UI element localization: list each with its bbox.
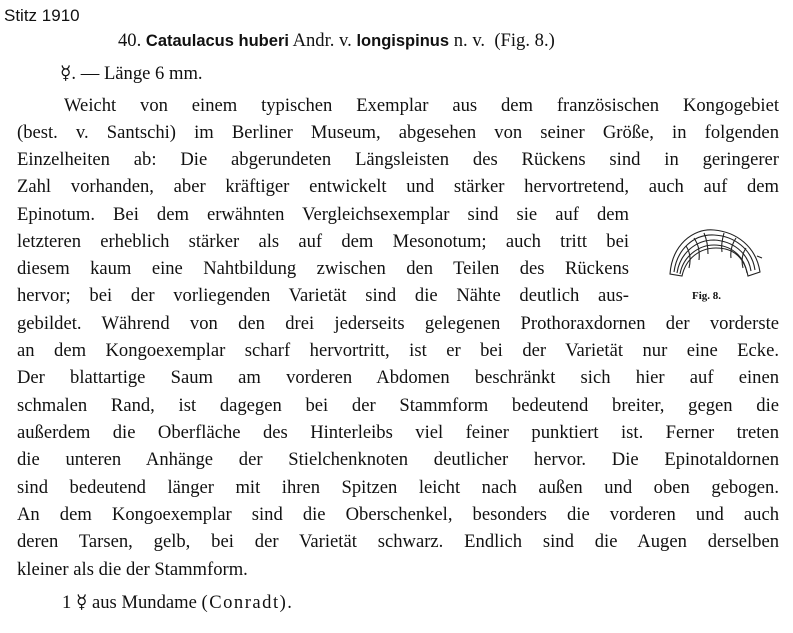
body-line-5: Epinotum. Bei dem erwähnten Vergleichsexemplar sind sie auf dem (17, 204, 629, 225)
body-line-7: diesem kaum eine Nahtbildung zwischen den Teilen des Rückens (17, 258, 629, 279)
body-line-3: Einzelheiten ab: Die abgerundeten Längsleisten des Rückens sind in geringerer (17, 149, 779, 170)
material-locality: Mundame (121, 592, 197, 613)
figure-caption: Fig. 8. (692, 290, 722, 302)
body-line-9: gebildet. Während von den drei jederseits gelegenen Prothoraxdornen der vorderste (17, 313, 779, 334)
figure-8-thorax-illustration (664, 216, 764, 286)
body-line-16: An dem Kongoexemplar sind die Oberschenkel, besonders die vorderen und auch (17, 504, 779, 525)
material-count: 1 ☿ aus (62, 592, 117, 613)
body-line-10: an dem Kongoexemplar scharf hervortritt, ist er bei der Varietät nur eine Ecke. (17, 340, 779, 361)
species-heading (118, 30, 555, 52)
body-line-6: letzteren erheblich stärker als auf dem Mesonotum; auch tritt bei (17, 231, 629, 252)
source-label: Stitz 1910 (4, 6, 80, 25)
body-line-11: Der blattartige Saum am vorderen Abdomen beschränkt sich hier auf einen (17, 367, 779, 388)
material-line (62, 592, 293, 614)
body-line-15: sind bedeutend länger mit ihren Spitzen leicht nach außen und oben gebogen. (17, 477, 779, 498)
body-line-1: Weicht von einem typischen Exemplar aus dem französischen Kongogebiet (64, 95, 779, 116)
body-line-4: Zahl vorhanden, aber kräftiger entwickelt und stärker hervortretend, auch auf dem (17, 176, 779, 197)
body-line-18: kleiner als die der Stammform. (17, 559, 248, 580)
body-line-14: die unteren Anhänge der Stielchenknoten deutlicher hervor. Die Epinotaldornen (17, 449, 779, 470)
heading-status: n. v. (453, 30, 486, 51)
body-line-2: (best. v. Santschi) im Berliner Museum, abgesehen von seiner Größe, in folgenden (17, 122, 779, 143)
body-line-8: hervor; bei der vorliegenden Varietät sind die Nähte deutlich aus- (17, 285, 629, 306)
heading-variety: longispinus (356, 32, 450, 50)
body-line-17: deren Tarsen, gelb, bei der Varietät schwarz. Endlich sind die Augen derselben (17, 531, 779, 552)
heading-genus-species: Cataulacus huberi (145, 32, 289, 50)
body-line-12: schmalen Rand, ist dagegen bei der Stammform bedeutend breiter, gegen die (17, 395, 779, 416)
body-line-13: außerdem die Oberfläche des Hinterleibs viel feiner punktiert ist. Ferner treten (17, 422, 779, 443)
material-collector: (Conradt). (201, 592, 294, 613)
heading-fig-ref: (Fig. 8.) (494, 30, 555, 51)
sex-length-line: ☿. — Länge 6 mm. (60, 63, 203, 84)
heading-number: 40. (118, 30, 142, 51)
heading-author: Andr. v. (292, 30, 352, 51)
